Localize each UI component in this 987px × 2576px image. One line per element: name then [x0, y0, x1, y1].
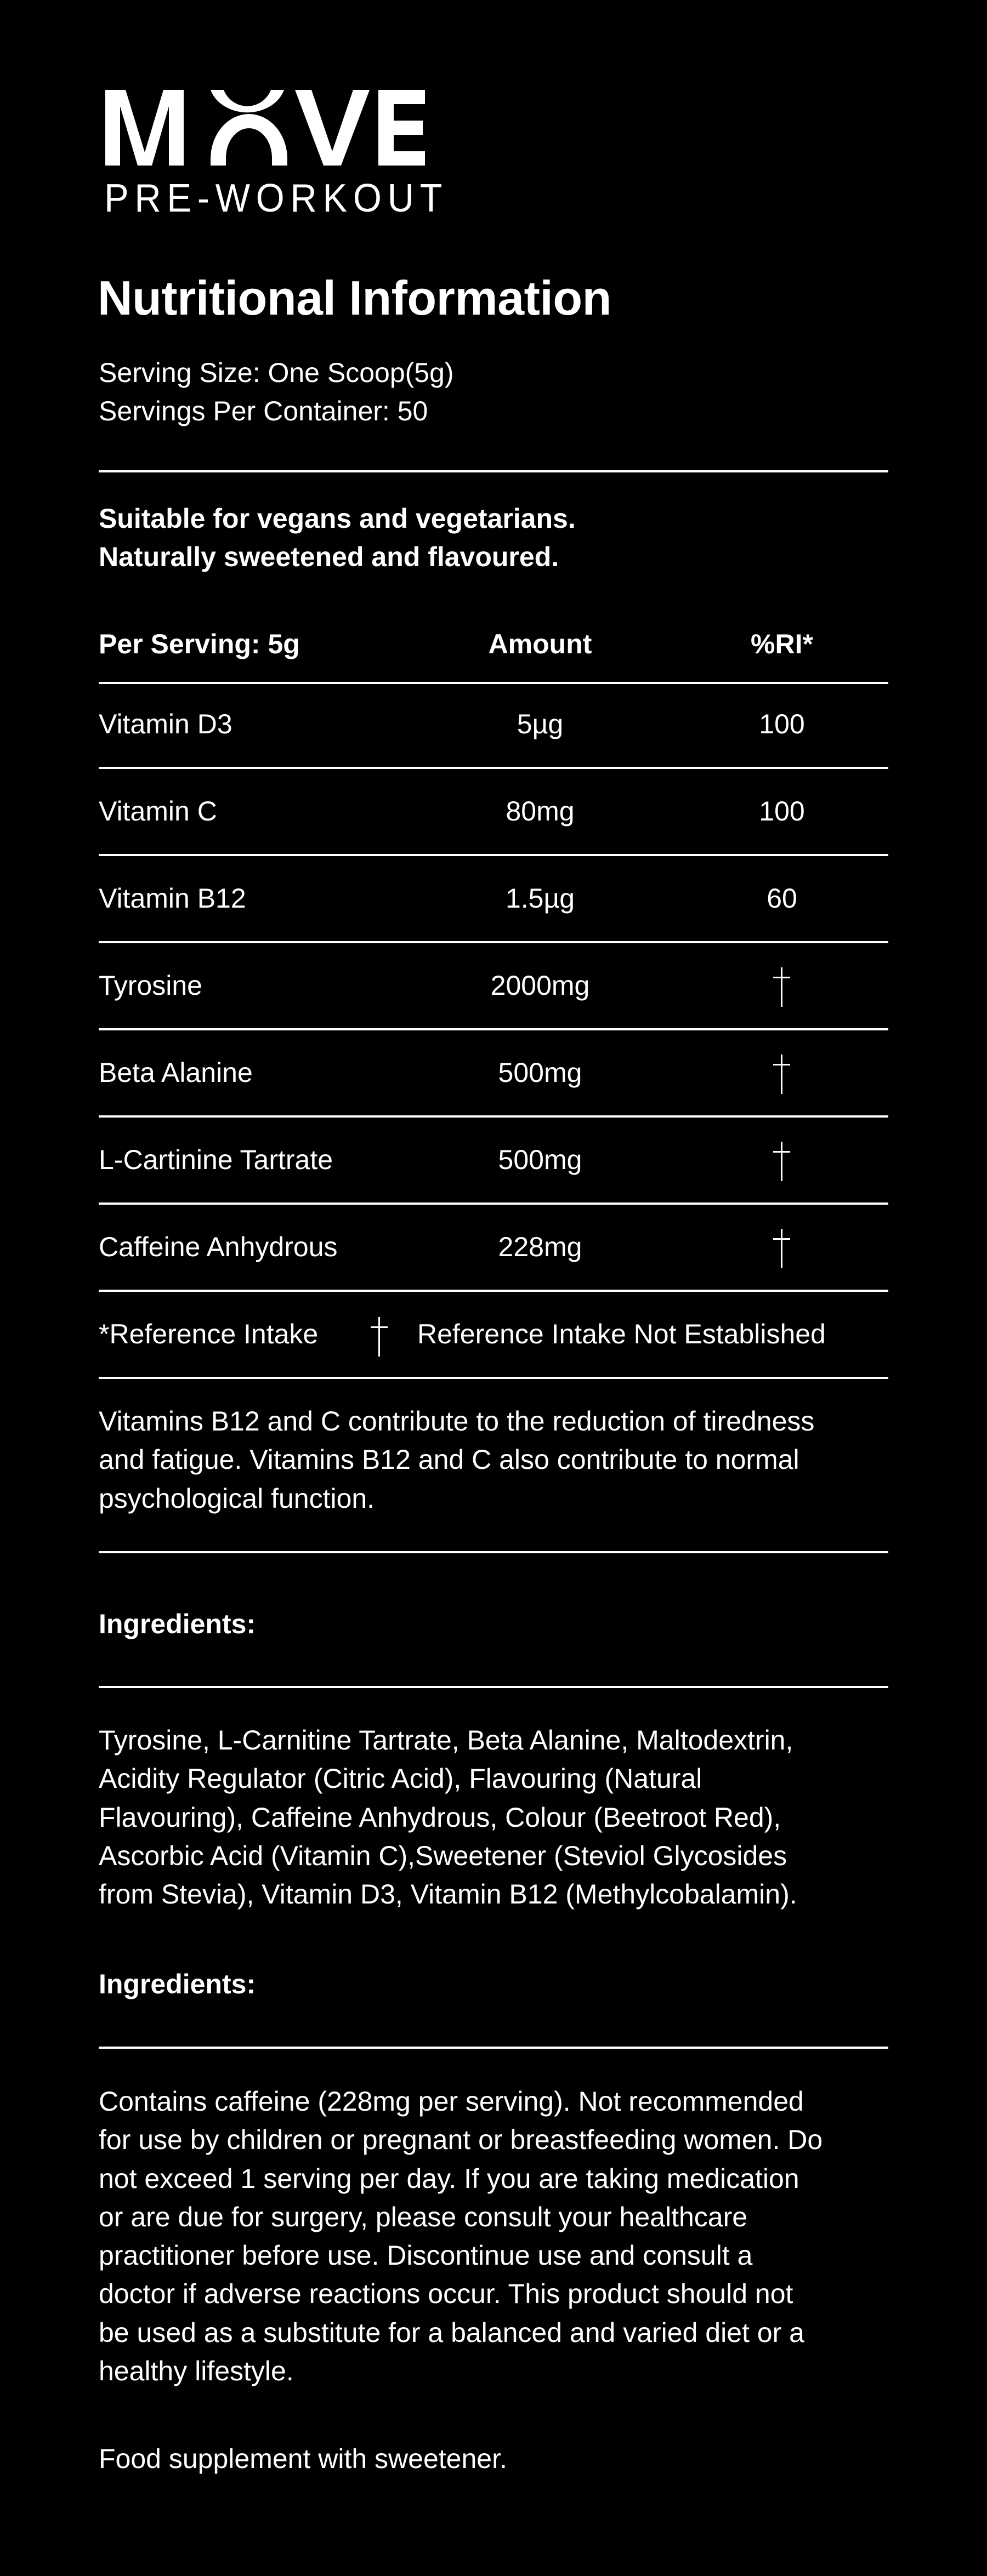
ingredients-line: Tyrosine, L-Carnitine Tartrate, Beta Alanine, Maltodextrin, — [99, 1725, 793, 1756]
dagger-icon — [773, 967, 791, 1007]
nutrient-name: Vitamin B12 — [99, 883, 246, 914]
ingredients-line: Ascorbic Acid (Vitamin C),Sweetener (Steviol Glycosides — [99, 1840, 787, 1871]
table-row — [99, 1118, 888, 1205]
health-claim-line: psychological function. — [99, 1483, 375, 1514]
health-claims — [99, 1402, 814, 1518]
warning-line: for use by children or pregnant or breastfeeding women. Do — [99, 2124, 823, 2156]
table-row — [99, 1205, 888, 1292]
vegan-claim: Suitable for vegans and vegetarians. — [99, 503, 576, 534]
nutrient-ri: 60 — [767, 883, 797, 914]
table-row — [99, 943, 888, 1030]
warning-line: or are due for surgery, please consult your healthcare — [99, 2201, 748, 2232]
divider — [99, 1686, 888, 1688]
serving-size: Serving Size: One Scoop(5g) — [99, 357, 454, 388]
nutrition-table-header — [99, 625, 888, 684]
warning-line: healthy lifestyle. — [99, 2356, 294, 2387]
health-claim-line: Vitamins B12 and C contribute to the reduction of tiredness — [99, 1406, 815, 1437]
nutrition-table — [99, 682, 888, 1379]
warning-line: practitioner before use. Discontinue use and consult a — [99, 2240, 753, 2271]
dagger-icon — [773, 1055, 791, 1094]
page-title: Nutritional Information — [98, 271, 611, 325]
brand-subtitle: PRE-WORKOUT — [104, 176, 449, 220]
table-legend — [99, 1292, 888, 1379]
nutrient-name: Beta Alanine — [99, 1057, 253, 1088]
warning-line: be used as a substitute for a balanced and varied diet or a — [99, 2317, 804, 2348]
dagger-icon — [773, 1229, 791, 1268]
table-row — [99, 1030, 888, 1118]
ingredients-list — [99, 1721, 797, 1913]
food-supplement-note: Food supplement with sweetener. — [99, 2443, 507, 2474]
divider — [99, 1551, 888, 1553]
column-header-ri: %RI* — [751, 629, 813, 659]
nutrient-amount: 500mg — [498, 1057, 582, 1088]
move-logo-icon — [99, 82, 439, 170]
sweetened-claim: Naturally sweetened and flavoured. — [99, 542, 559, 573]
nutrient-amount: 1.5µg — [505, 883, 575, 914]
nutrient-name: Vitamin C — [99, 796, 217, 827]
nutrient-ri — [696, 943, 867, 1028]
health-claim-line: and fatigue. Vitamins B12 and C also contribute to normal — [99, 1444, 799, 1475]
serving-info — [99, 354, 454, 431]
reference-intake-note: *Reference Intake — [99, 1319, 319, 1349]
nutrient-ri — [696, 1030, 867, 1115]
divider — [99, 2047, 888, 2049]
table-row — [99, 769, 888, 856]
warning-line: not exceed 1 serving per day. If you are taking medication — [99, 2163, 799, 2194]
nutrient-ri: 100 — [759, 796, 805, 827]
nutrient-ri: 100 — [759, 709, 805, 739]
not-established-note: Reference Intake Not Established — [417, 1319, 826, 1349]
nutrient-amount: 5µg — [517, 709, 564, 739]
divider — [99, 470, 888, 472]
dagger-icon — [773, 1142, 791, 1181]
warnings-text — [99, 2082, 822, 2390]
ingredients-heading: Ingredients: — [99, 1609, 256, 1639]
nutrient-amount: 2000mg — [490, 970, 590, 1001]
nutrient-ri — [696, 1118, 867, 1202]
column-header-amount: Amount — [488, 629, 592, 659]
warning-line: Contains caffeine (228mg per serving). Not recommended — [99, 2086, 804, 2117]
ingredients-line: from Stevia), Vitamin D3, Vitamin B12 (Methylcobalamin). — [99, 1879, 797, 1910]
column-header-per-serving: Per Serving: 5g — [99, 629, 300, 659]
nutrient-name: L-Cartinine Tartrate — [99, 1144, 333, 1175]
servings-per-container: Servings Per Container: 50 — [99, 396, 428, 427]
nutrient-name: Vitamin D3 — [99, 709, 232, 739]
nutrient-amount: 500mg — [498, 1144, 582, 1175]
nutrient-amount: 228mg — [498, 1232, 582, 1262]
table-row — [99, 682, 888, 769]
ingredients-line: Flavouring), Caffeine Anhydrous, Colour (Beetroot Red), — [99, 1802, 781, 1833]
table-row — [99, 856, 888, 943]
nutrient-name: Tyrosine — [99, 970, 202, 1001]
nutrient-amount: 80mg — [506, 796, 575, 827]
dietary-claims — [99, 499, 576, 577]
dagger-icon — [371, 1317, 388, 1357]
ingredients-line: Acidity Regulator (Citric Acid), Flavouring (Natural — [99, 1763, 702, 1794]
warning-line: doctor if adverse reactions occur. This product should not — [99, 2278, 793, 2310]
nutrient-name: Caffeine Anhydrous — [99, 1232, 338, 1262]
warnings-heading: Ingredients: — [99, 1969, 256, 1999]
nutrient-ri — [696, 1205, 867, 1290]
